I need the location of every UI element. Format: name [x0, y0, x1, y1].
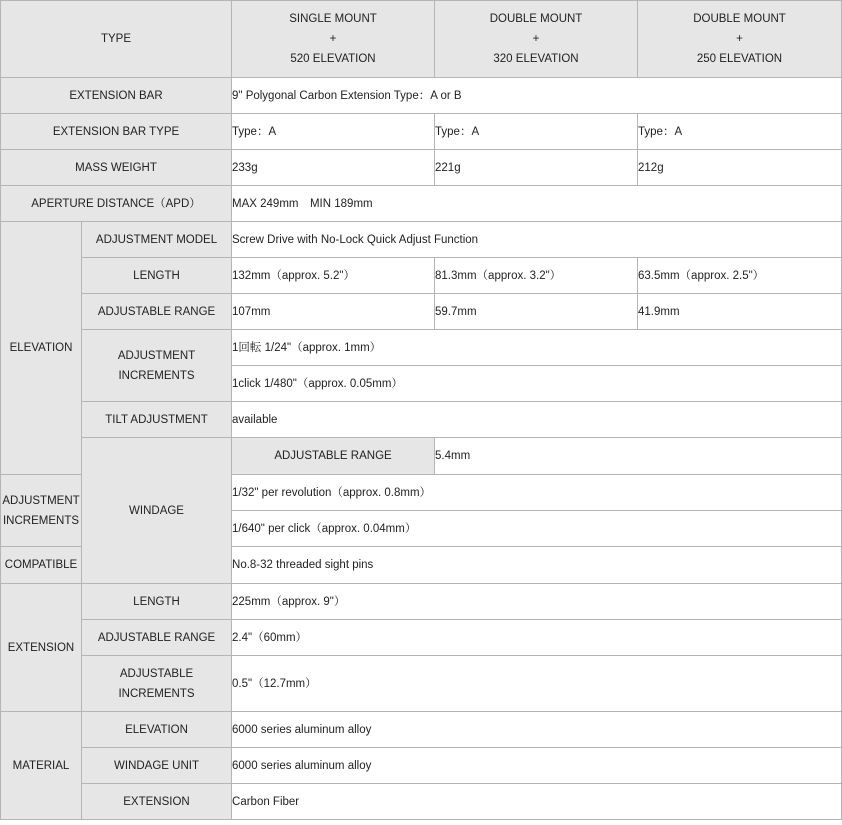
material-elevation-label: ELEVATION — [82, 712, 232, 748]
table-row — [1, 784, 842, 820]
column-header-double-mount-250: DOUBLE MOUNT + 250 ELEVATION — [638, 1, 842, 78]
elevation-adjustable-range-label: ADJUSTABLE RANGE — [82, 294, 232, 330]
extension-bar-value: 9" Polygonal Carbon Extension Type：A or B — [232, 78, 842, 114]
windage-group-label: WINDAGE — [82, 438, 232, 584]
extension-bar-label: EXTENSION BAR — [1, 78, 232, 114]
adjustment-model-value: Screw Drive with No-Lock Quick Adjust Function — [232, 222, 842, 258]
elevation-increment-per-click: 1click 1/480"（approx. 0.05mm） — [232, 366, 842, 402]
windage-adjustable-range-label: ADJUSTABLE RANGE — [232, 438, 435, 475]
windage-increment-per-revolution: 1/32" per revolution（approx. 0.8mm） — [232, 475, 842, 511]
extension-length-value: 225mm（approx. 9"） — [232, 584, 842, 620]
extension-bar-type-value: Type：A — [435, 114, 638, 150]
column-header-double-mount-320: DOUBLE MOUNT + 320 ELEVATION — [435, 1, 638, 78]
elevation-adjustable-range-value: 41.9mm — [638, 294, 842, 330]
mass-weight-value: 221g — [435, 150, 638, 186]
extension-bar-type-value: Type：A — [638, 114, 842, 150]
table-row — [1, 438, 842, 475]
table-row — [1, 748, 842, 784]
extension-bar-type-label: EXTENSION BAR TYPE — [1, 114, 232, 150]
mass-weight-value: 233g — [232, 150, 435, 186]
table-row — [1, 584, 842, 620]
compatible-label: COMPATIBLE — [1, 547, 82, 584]
windage-increment-per-click: 1/640" per click（approx. 0.04mm） — [232, 511, 842, 547]
material-windage-unit-label: WINDAGE UNIT — [82, 748, 232, 784]
extension-adjustable-increments-label: ADJUSTABLE INCREMENTS — [82, 656, 232, 712]
compatible-value: No.8-32 threaded sight pins — [232, 547, 842, 584]
extension-adjustable-range-label: ADJUSTABLE RANGE — [82, 620, 232, 656]
material-group-label: MATERIAL — [1, 712, 82, 820]
aperture-distance-label: APERTURE DISTANCE（APD） — [1, 186, 232, 222]
extension-bar-type-value: Type：A — [232, 114, 435, 150]
mass-weight-value: 212g — [638, 150, 842, 186]
material-extension-value: Carbon Fiber — [232, 784, 842, 820]
extension-group-label: EXTENSION — [1, 584, 82, 712]
tilt-adjustment-value: available — [232, 402, 842, 438]
elevation-adjustable-range-value: 107mm — [232, 294, 435, 330]
material-extension-label: EXTENSION — [82, 784, 232, 820]
table-row — [1, 114, 842, 150]
elevation-group-label: ELEVATION — [1, 222, 82, 475]
aperture-distance-value: MAX 249mm MIN 189mm — [232, 186, 842, 222]
table-row — [1, 402, 842, 438]
material-elevation-value: 6000 series aluminum alloy — [232, 712, 842, 748]
windage-adjustable-range-value: 5.4mm — [435, 438, 842, 475]
elevation-adjustment-increments-label: ADJUSTMENT INCREMENTS — [82, 330, 232, 402]
material-windage-unit-value: 6000 series aluminum alloy — [232, 748, 842, 784]
elevation-length-label: LENGTH — [82, 258, 232, 294]
elevation-length-value: 63.5mm（approx. 2.5"） — [638, 258, 842, 294]
elevation-length-value: 132mm（approx. 5.2"） — [232, 258, 435, 294]
table-row — [1, 620, 842, 656]
header-row — [1, 1, 842, 78]
table-row — [1, 222, 842, 258]
windage-adjustment-increments-label: ADJUSTMENT INCREMENTS — [1, 475, 82, 547]
extension-adjustable-increments-value: 0.5"（12.7mm） — [232, 656, 842, 712]
tilt-adjustment-label: TILT ADJUSTMENT — [82, 402, 232, 438]
type-label: TYPE — [1, 1, 232, 78]
table-row — [1, 258, 842, 294]
table-row — [1, 150, 842, 186]
table-row — [1, 294, 842, 330]
elevation-length-value: 81.3mm（approx. 3.2"） — [435, 258, 638, 294]
table-row — [1, 656, 842, 712]
column-header-single-mount-520: SINGLE MOUNT + 520 ELEVATION — [232, 1, 435, 78]
extension-adjustable-range-value: 2.4"（60mm） — [232, 620, 842, 656]
elevation-increment-per-revolution: 1回転 1/24"（approx. 1mm） — [232, 330, 842, 366]
table-row — [1, 78, 842, 114]
mass-weight-label: MASS WEIGHT — [1, 150, 232, 186]
table-row — [1, 712, 842, 748]
table-row — [1, 330, 842, 366]
elevation-adjustable-range-value: 59.7mm — [435, 294, 638, 330]
adjustment-model-label: ADJUSTMENT MODEL — [82, 222, 232, 258]
table-row — [1, 186, 842, 222]
extension-length-label: LENGTH — [82, 584, 232, 620]
